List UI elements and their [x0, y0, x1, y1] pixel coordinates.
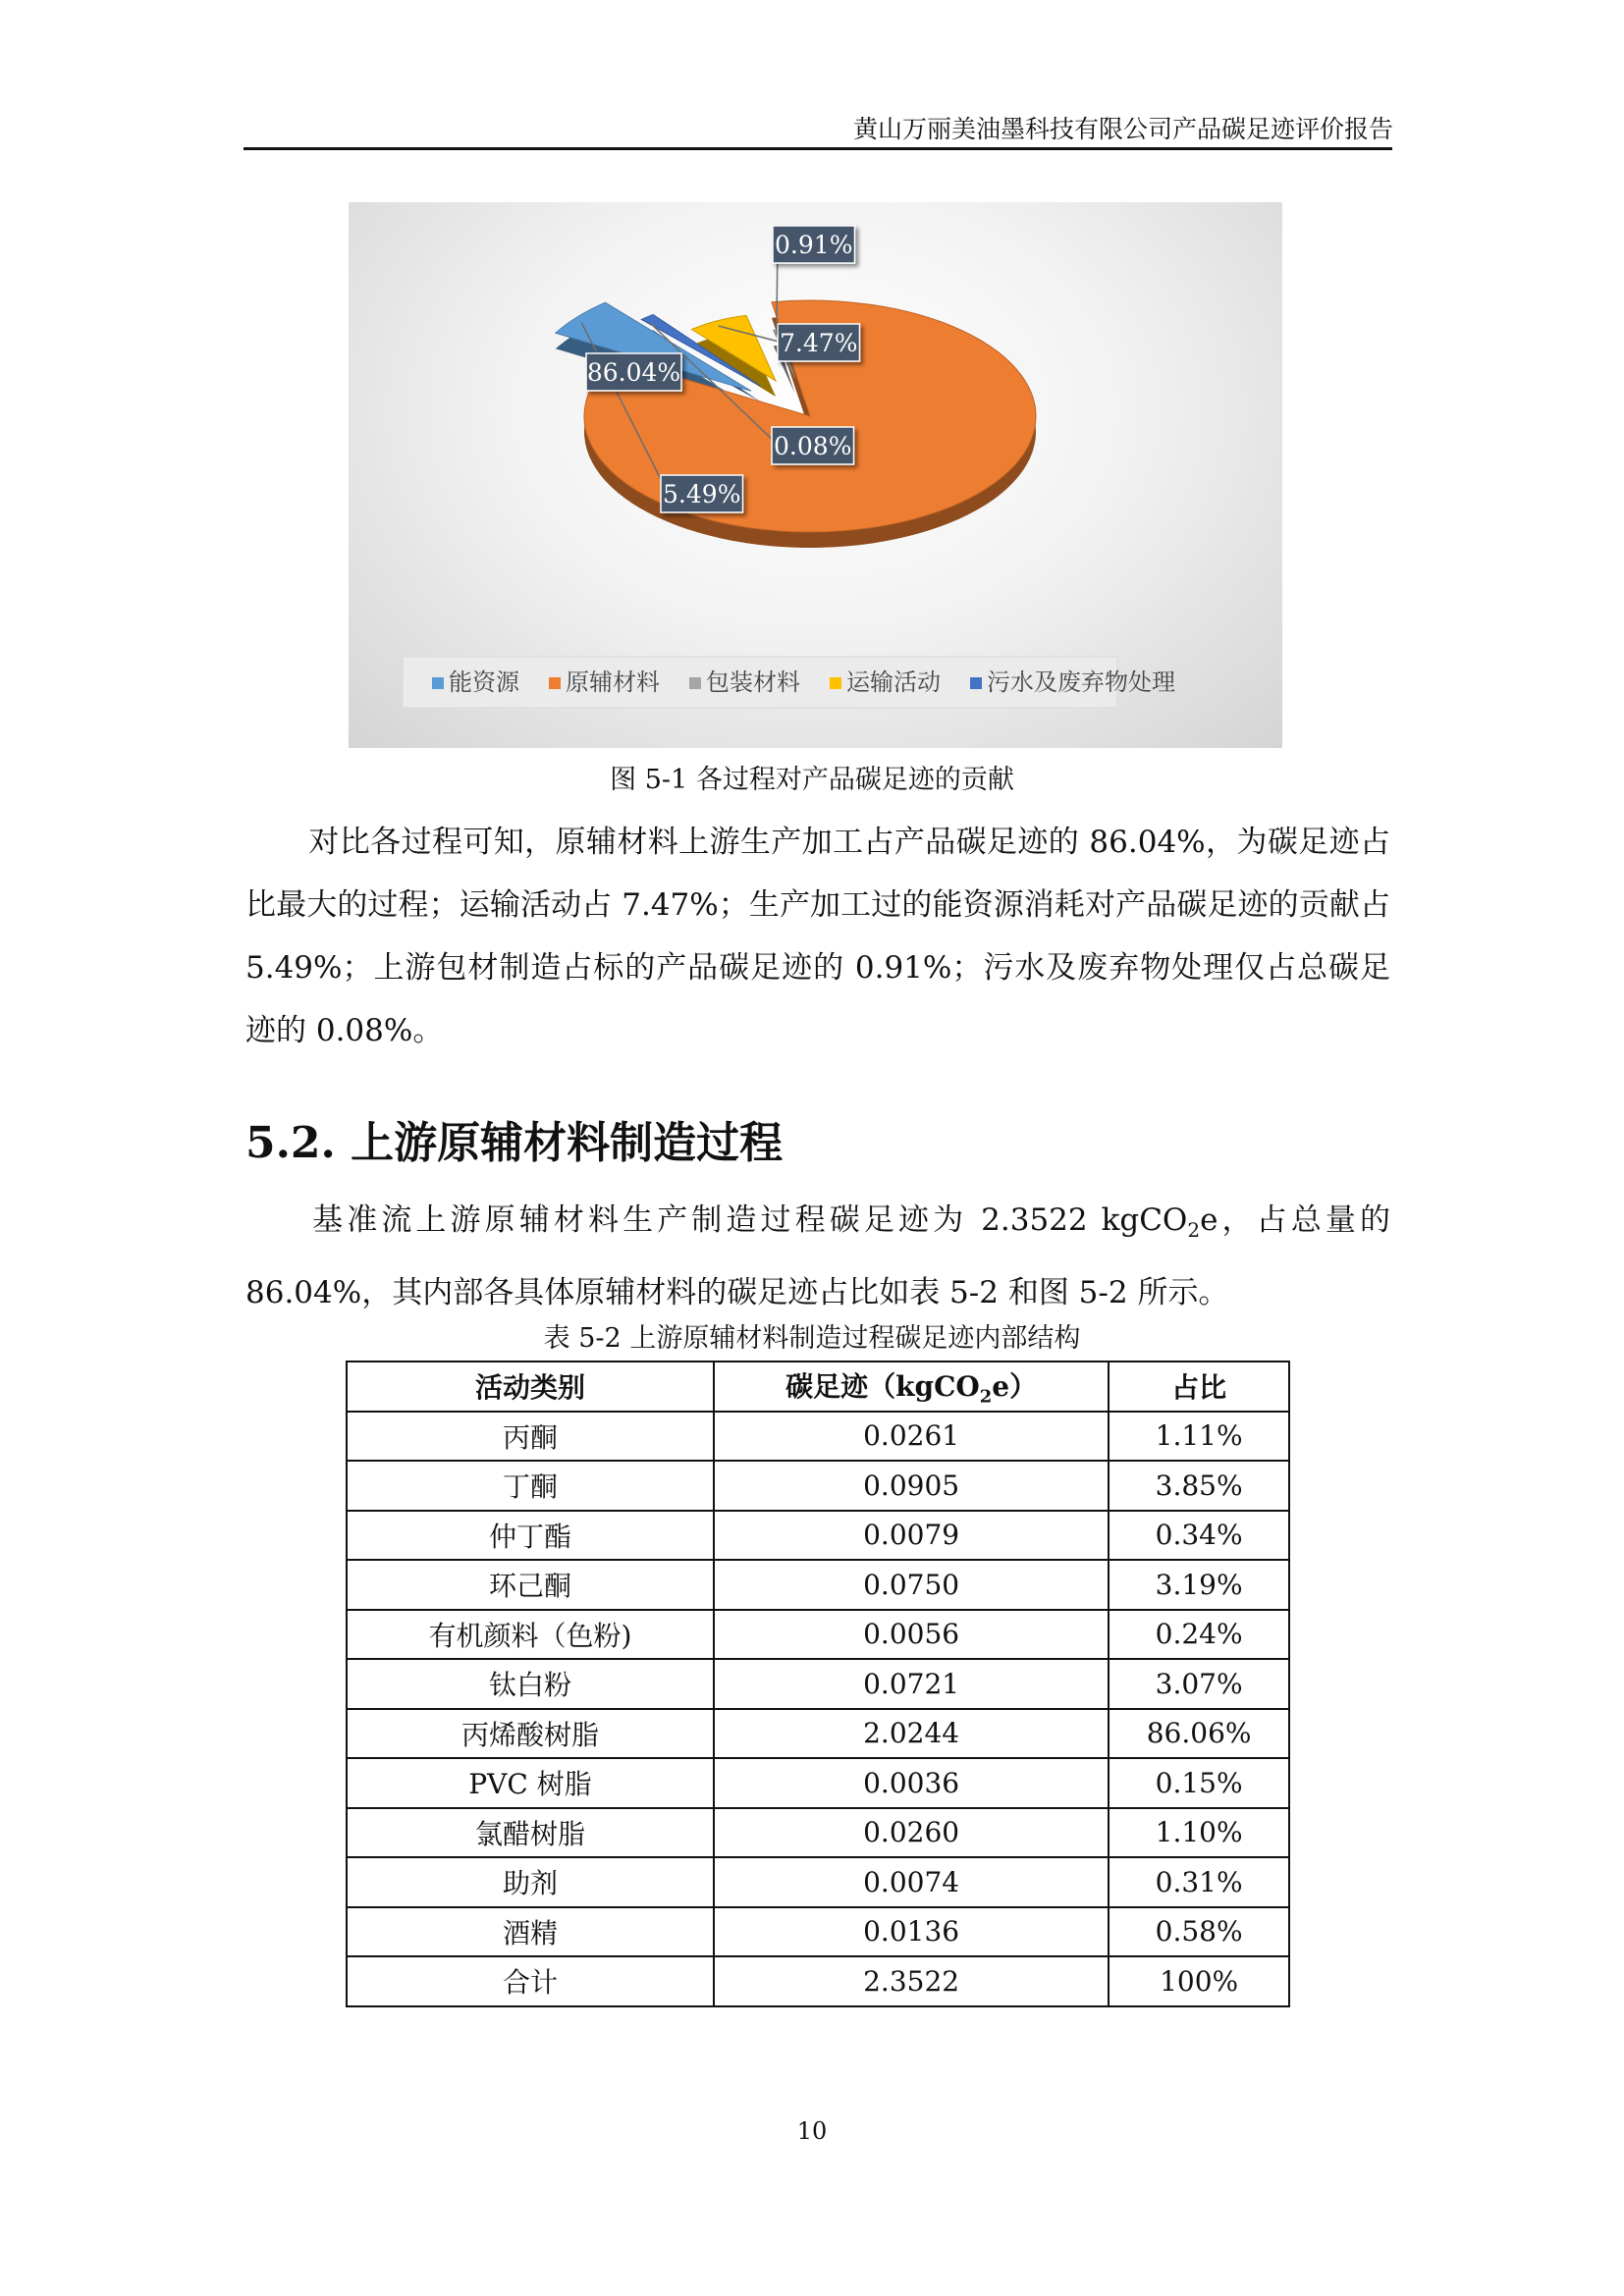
header-footprint-subscript: 2: [979, 1386, 993, 1408]
cell-ratio: 1.11%: [1109, 1412, 1289, 1462]
table-row: [347, 1511, 1289, 1561]
cell-category: 助剂: [347, 1857, 714, 1907]
table-row: [347, 1659, 1289, 1709]
cell-footprint: 0.0905: [714, 1461, 1109, 1511]
cell-category: 有机颜料（色粉): [347, 1610, 714, 1660]
carbon-footprint-table: [346, 1361, 1290, 2007]
legend-label-2: 包装材料: [706, 668, 800, 696]
analysis-paragraph-text: 对比各过程可知，原辅材料上游生产加工占产品碳足迹的 86.04%，为碳足迹占比最大的过程；运输活动占 7.47%；生产加工过的能资源消耗对产品碳足迹的贡献占 5.49%；上游包材制造占标的产品碳足迹的 0.91%；污水及废弃物处理仅占总碳足迹的 0.08%。: [245, 825, 1390, 1048]
table-header-row: [347, 1362, 1289, 1412]
legend-swatch-1: [549, 677, 561, 689]
table-body: [347, 1412, 1289, 2006]
table-row: [347, 1956, 1289, 2006]
cell-category: 环己酮: [347, 1560, 714, 1610]
intro-text-part1: 基准流上游原辅材料生产制造过程碳足迹为 2.3522 kgCO: [308, 1202, 1188, 1238]
legend-swatch-4: [970, 677, 982, 689]
header-footprint-part2: e）: [992, 1369, 1038, 1403]
cell-category: 合计: [347, 1956, 714, 2006]
data-label-2: 0.91%: [775, 231, 853, 259]
cell-footprint: 0.0260: [714, 1808, 1109, 1858]
cell-footprint: 0.0750: [714, 1560, 1109, 1610]
cell-ratio: 3.19%: [1109, 1560, 1289, 1610]
cell-footprint: 0.0261: [714, 1412, 1109, 1462]
cell-ratio: 86.06%: [1109, 1709, 1289, 1759]
cell-category: 丁酮: [347, 1461, 714, 1511]
cell-footprint: 2.0244: [714, 1709, 1109, 1759]
cell-ratio: 0.24%: [1109, 1610, 1289, 1660]
pie-chart-figure: [349, 202, 1282, 748]
cell-ratio: 0.34%: [1109, 1511, 1289, 1561]
cell-category: 丙烯酸树脂: [347, 1709, 714, 1759]
cell-footprint: 0.0036: [714, 1758, 1109, 1808]
section-intro-paragraph: [245, 1189, 1390, 1324]
section-title: 5.2. 上游原辅材料制造过程: [245, 1118, 784, 1168]
analysis-paragraph: [245, 811, 1390, 1062]
table-row: [347, 1758, 1289, 1808]
cell-ratio: 0.31%: [1109, 1857, 1289, 1907]
legend-swatch-2: [689, 677, 701, 689]
intro-subscript: 2: [1187, 1218, 1201, 1243]
data-label-1: 86.04%: [586, 358, 681, 387]
header-ratio: 占比: [1109, 1362, 1289, 1412]
cell-category: 钛白粉: [347, 1659, 714, 1709]
cell-ratio: 0.58%: [1109, 1907, 1289, 1957]
data-label-0: 5.49%: [663, 480, 741, 508]
table-row: [347, 1461, 1289, 1511]
table-row: [347, 1709, 1289, 1759]
header-divider: [244, 147, 1392, 150]
table-row: [347, 1610, 1289, 1660]
data-label-4: 0.08%: [774, 432, 852, 460]
cell-category: 氯醋树脂: [347, 1808, 714, 1858]
cell-footprint: 0.0136: [714, 1907, 1109, 1957]
cell-category: 丙酮: [347, 1412, 714, 1462]
cell-ratio: 1.10%: [1109, 1808, 1289, 1858]
cell-ratio: 3.07%: [1109, 1659, 1289, 1709]
legend-swatch-3: [830, 677, 841, 689]
table-row: [347, 1412, 1289, 1462]
cell-category: PVC 树脂: [347, 1758, 714, 1808]
cell-ratio: 0.15%: [1109, 1758, 1289, 1808]
cell-footprint: 0.0074: [714, 1857, 1109, 1907]
cell-footprint: 0.0721: [714, 1659, 1109, 1709]
page-number: 10: [796, 2117, 828, 2145]
cell-ratio: 3.85%: [1109, 1461, 1289, 1511]
cell-footprint: 0.0079: [714, 1511, 1109, 1561]
cell-category: 仲丁酯: [347, 1511, 714, 1561]
header-footprint-part1: 碳足迹（kgCO: [785, 1369, 980, 1403]
figure-caption: 图 5-1 各过程对产品碳足迹的贡献: [610, 765, 1014, 795]
cell-ratio: 100%: [1109, 1956, 1289, 2006]
table-row: [347, 1907, 1289, 1957]
table-caption: 表 5-2 上游原辅材料制造过程碳足迹内部结构: [543, 1323, 1081, 1354]
legend-label-4: 污水及废弃物处理: [987, 668, 1175, 696]
cell-footprint: 2.3522: [714, 1956, 1109, 2006]
pie-chart-svg: [349, 202, 1282, 748]
legend-swatch-0: [432, 677, 444, 689]
legend-label-3: 运输活动: [846, 668, 941, 696]
legend-label-0: 能资源: [449, 668, 519, 696]
legend-label-1: 原辅材料: [566, 668, 660, 696]
cell-category: 酒精: [347, 1907, 714, 1957]
table-row: [347, 1808, 1289, 1858]
header-footprint: [714, 1362, 1109, 1412]
cell-footprint: 0.0056: [714, 1610, 1109, 1660]
report-header-title: 黄山万丽美油墨科技有限公司产品碳足迹评价报告: [852, 115, 1393, 143]
data-label-3: 7.47%: [780, 329, 858, 357]
intro-text-part2: e，占总量的 86.04%，其内部各具体原辅材料的碳足迹占比如表 5-2 和图 5-2 所示。: [245, 1202, 1390, 1311]
table-row: [347, 1560, 1289, 1610]
header-category: 活动类别: [347, 1362, 714, 1412]
table-row: [347, 1857, 1289, 1907]
